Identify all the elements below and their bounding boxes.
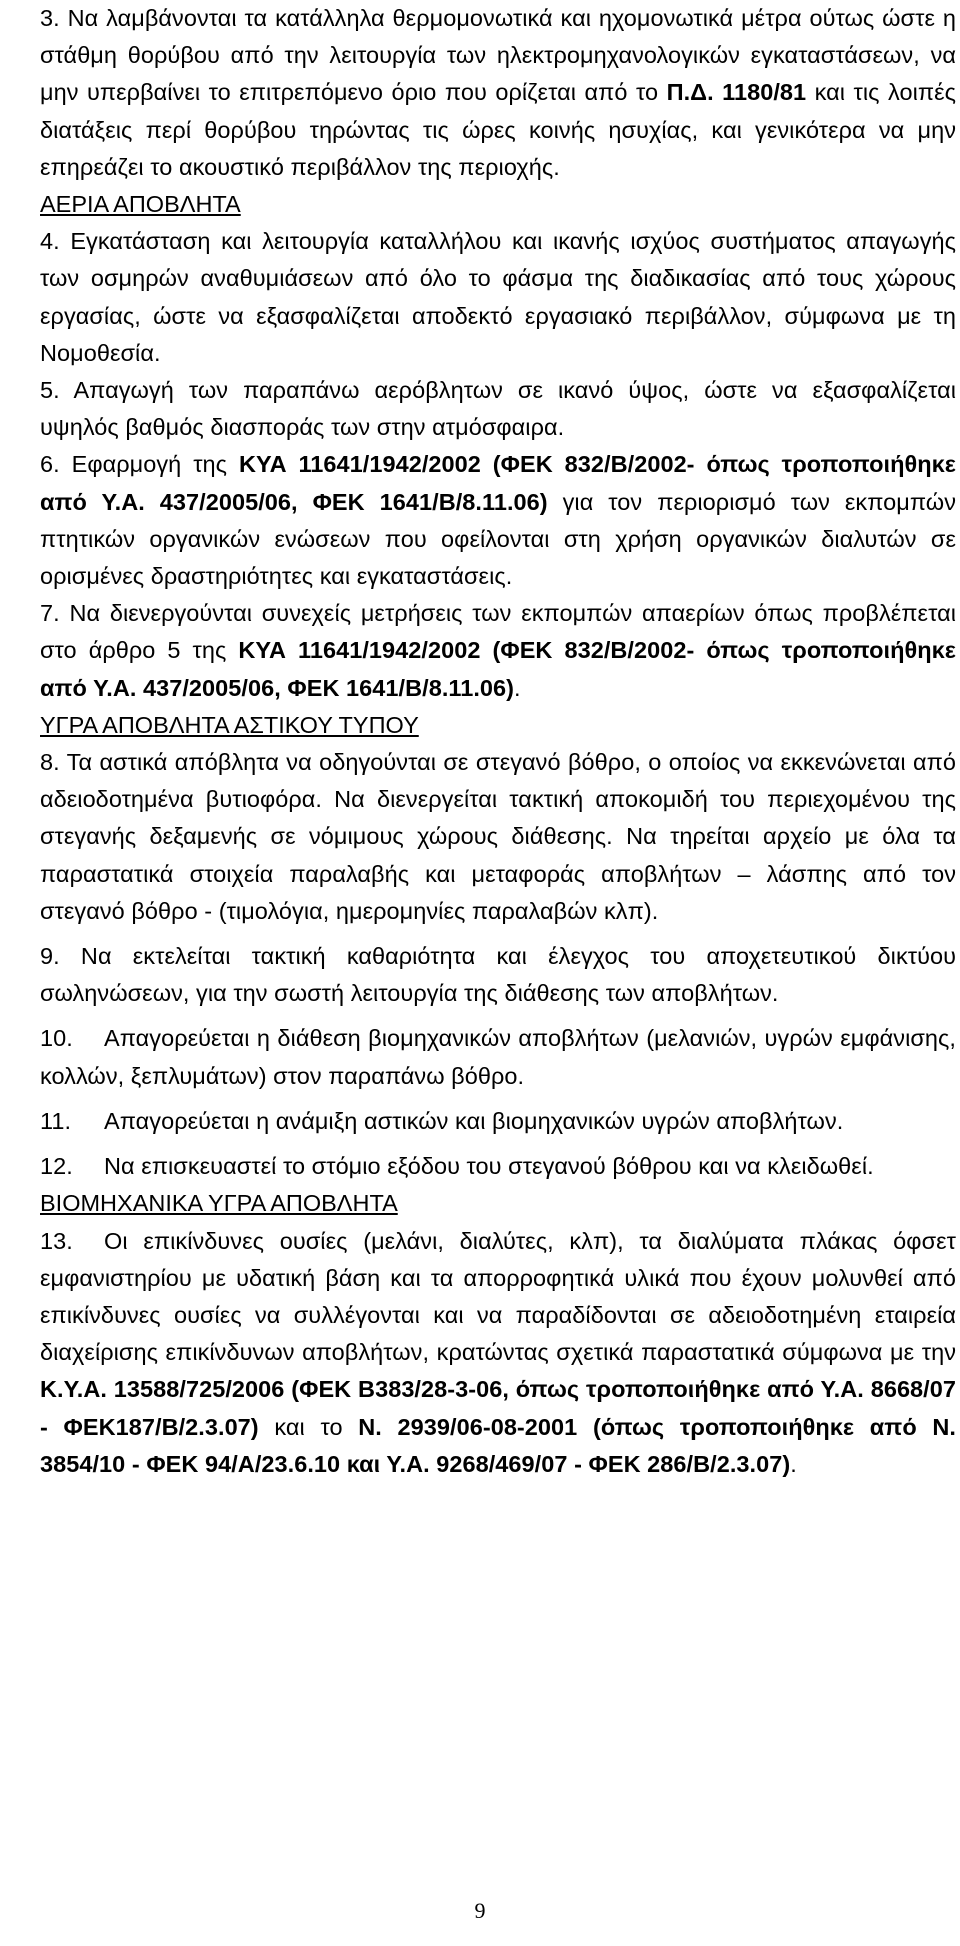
item-text: Να εκτελείται τακτική καθαριότητα και έλεγχος του αποχετευτικού δικτύου σωληνώσεων, για την σωστή λειτουργία της διάθεσης των αποβλήτων. (40, 943, 956, 1007)
item-text-bold: Π.Δ. 1180/81 (666, 79, 807, 106)
item-number: 6. (40, 451, 60, 478)
list-item-7 (40, 595, 956, 707)
item-number: 4. (40, 228, 60, 255)
item-text: Εφαρμογή της (71, 451, 239, 478)
item-text: Απαγορεύεται η διάθεση βιομηχανικών αποβλήτων (μελανιών, υγρών εμφάνισης, κολλών, ξεπλυμάτων) στον παραπάνω βόθρο. (40, 1025, 956, 1089)
item-text-bold: Κ.Υ.Α. 13588/725/2006 (ΦΕΚ Β383/28-3-06, όπως τροποποιήθηκε από Υ.Α. 8668/07 - ΦΕΚ187/Β/2.3.07) (40, 1376, 956, 1440)
spacer (40, 1012, 956, 1020)
item-number: 5. (40, 377, 60, 404)
item-number: 10. (40, 1025, 73, 1052)
list-item-4 (40, 223, 956, 372)
list-item-3 (40, 0, 956, 186)
item-number: 8. (40, 749, 60, 776)
item-text-bold: ΚΥΑ 11641/1942/2002 (ΦΕΚ 832/Β/2002- όπως τροποποιήθηκε από Υ.Α. 437/2005/06, ΦΕΚ 1641/Β/8.11.06) (40, 637, 956, 701)
item-text: Οι επικίνδυνες ουσίες (μελάνι, διαλύτες, κλπ), τα διαλύματα πλάκας όφσετ εμφανιστηρίου με υδατική βάση και τα απορροφητικά υλικά που έχουν μολυνθεί από επικίνδυνες ουσίες να συλλέγονται και να παραδίδονται σε αδειοδοτημένη εταιρεία διαχείρισης επικίνδυνων αποβλήτων, κρατώντας σχετικά παραστατικά σύμφωνα με την (40, 1227, 956, 1366)
item-text: Τα αστικά απόβλητα να οδηγούνται σε στεγανό βόθρο, ο οποίος να εκκενώνεται από αδειοδοτημένα βυτιοφόρα. Να διενεργείται τακτική αποκομιδή του περιεχομένου της στεγανής δεξαμενής σε νόμιμους χώρους διάθεσης. Να τηρείται αρχείο με όλα τα παραστατικά στοιχεία παραλαβής και μεταφοράς αποβλήτων – λάσπης από τον στεγανό βόθρο - (τιμολόγια, ημερομηνίες παραλαβών κλπ). (40, 749, 957, 924)
item-number: 3. (40, 5, 60, 31)
list-item-8 (40, 744, 956, 930)
list-item-11 (40, 1103, 956, 1140)
section-heading-air: ΑΕΡΙΑ ΑΠΟΒΛΗΤΑ (40, 191, 241, 218)
list-item-6 (40, 446, 956, 595)
item-number: 12. (40, 1153, 73, 1180)
spacer (40, 1140, 956, 1148)
list-item-12 (40, 1148, 956, 1185)
document-page (40, 0, 956, 1483)
item-text: Απαγωγή των παραπάνω αερόβλητων σε ικανό ύψος, ώστε να εξασφαλίζεται υψηλός βαθμός διασποράς των στην ατμόσφαιρα. (40, 377, 956, 441)
item-number: 13. (40, 1227, 73, 1254)
item-text-bold: Ν. 2939/06-08-2001 (όπως τροποποιήθηκε από Ν. 3854/10 - ΦΕΚ 94/Α/23.6.10 και Υ.Α. 9268/469/07 - ΦΕΚ 286/Β/2.3.07) (40, 1413, 957, 1477)
item-number: 11. (40, 1107, 72, 1134)
list-item-9 (40, 938, 956, 1012)
item-text: για τον περιορισμό των εκπομπών πτητικών οργανικών ενώσεων που οφείλονται στη χρήση οργανικών διαλυτών σε ορισμένες δραστηριότητες και εγκαταστάσεις. (40, 488, 956, 590)
item-text: . (790, 1450, 797, 1477)
item-text: Να λαμβάνονται τα κατάλληλα θερμομονωτικά και ηχομονωτικά μέτρα ούτως ώστε η στάθμη θορύβου από την λειτουργία των ηλεκτρομηχανολογικών εγκαταστάσεων, να μην υπερβαίνει το επιτρεπόμενο όριο που ορίζεται από το (40, 5, 956, 106)
item-text: και το (258, 1413, 359, 1440)
list-item-5 (40, 372, 956, 446)
item-text: Να επισκευαστεί το στόμιο εξόδου του στεγανού βόθρου και να κλειδωθεί. (104, 1153, 874, 1180)
section-heading-urban: ΥΓΡΑ ΑΠΟΒΛΗΤΑ ΑΣΤΙΚΟΥ ΤΥΠΟΥ (40, 711, 419, 738)
list-item-13 (40, 1223, 956, 1483)
item-number: 9. (40, 943, 60, 970)
section-heading-industrial: ΒΙΟΜΗΧΑΝΙΚΑ ΥΓΡΑ ΑΠΟΒΛΗΤΑ (40, 1190, 398, 1217)
item-text: . (514, 674, 521, 701)
page-number: 9 (474, 1898, 486, 1923)
item-text: Απαγορεύεται η ανάμιξη αστικών και βιομηχανικών υγρών αποβλήτων. (104, 1107, 844, 1134)
item-number: 7. (40, 600, 60, 627)
item-text-bold: ΚΥΑ 11641/1942/2002 (ΦΕΚ 832/Β/2002- όπως τροποποιήθηκε από Υ.Α. 437/2005/06, ΦΕΚ 1641/Β/8.11.06) (40, 451, 956, 515)
item-text: και τις λοιπές διατάξεις περί θορύβου τηρώντας τις ώρες κοινής ησυχίας, και γενικότερα να μην επηρεάζει το ακουστικό περιβάλλον της περιοχής. (40, 79, 957, 180)
item-text: Εγκατάσταση και λειτουργία καταλλήλου και ικανής ισχύος συστήματος απαγωγής των οσμηρών αναθυμιάσεων από όλο το φάσμα της διαδικασίας από τους χώρους εργασίας, ώστε να εξασφαλίζεται αποδεκτό εργασιακό περιβάλλον, σύμφωνα με τη Νομοθεσία. (40, 228, 956, 366)
list-item-10 (40, 1020, 956, 1094)
spacer (40, 1095, 956, 1103)
spacer (40, 930, 956, 938)
item-text: Να διενεργούνται συνεχείς μετρήσεις των εκπομπών απαερίων όπως προβλέπεται στο άρθρο 5 της (40, 600, 956, 664)
